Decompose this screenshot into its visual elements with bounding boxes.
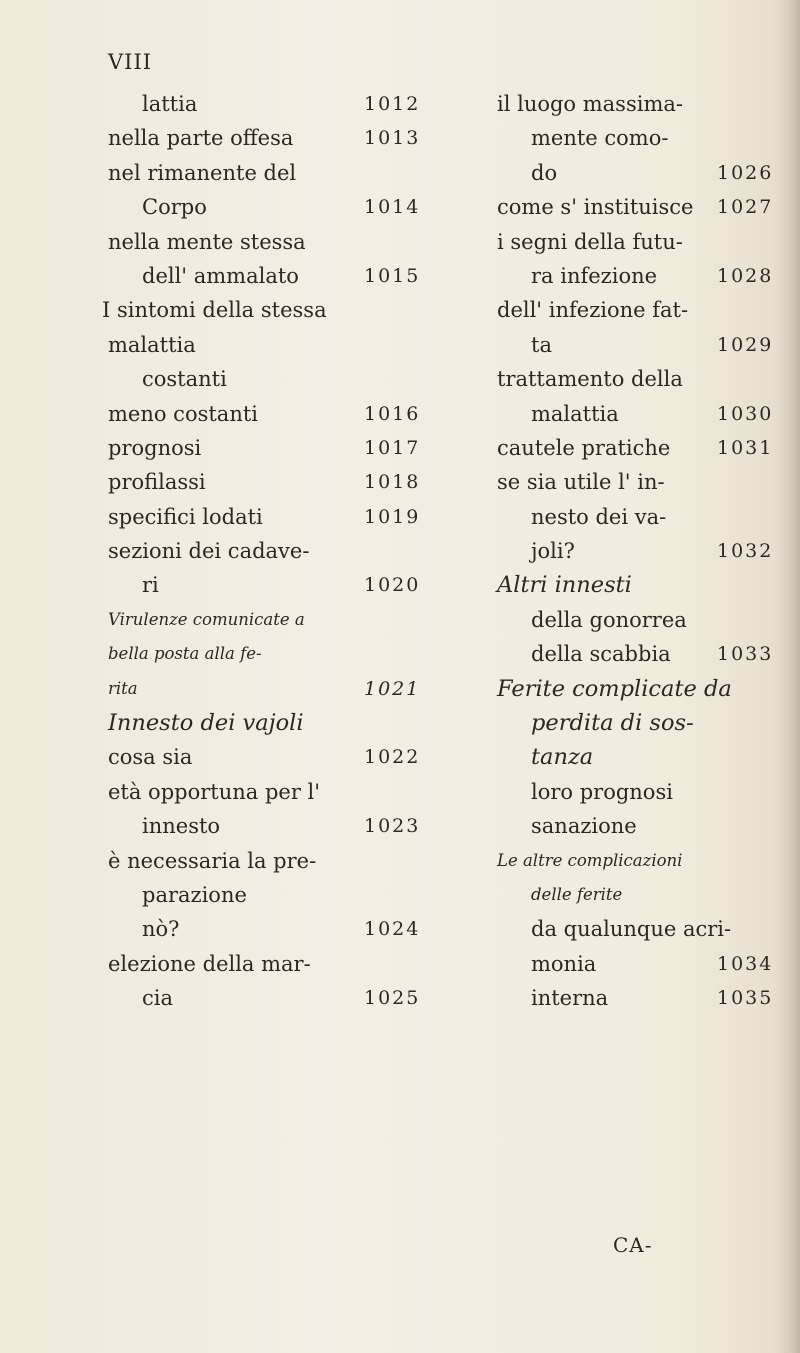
entry-page-ref: 1017	[364, 436, 421, 459]
entry-text: I sintomi della stessa	[102, 298, 327, 323]
entry-page-ref: 1028	[717, 264, 774, 287]
entry-page-ref: 1027	[717, 196, 774, 219]
entry-page-ref: 1035	[717, 987, 774, 1010]
entry-text: meno costanti	[108, 401, 259, 426]
entry-text: delle ferite	[531, 884, 623, 904]
index-entry	[497, 121, 797, 155]
index-entry	[108, 225, 468, 259]
entry-page-ref: 1029	[717, 333, 774, 356]
entry-text: età opportuna per l'	[108, 779, 321, 804]
entry-text: trattamento della	[497, 367, 683, 392]
index-entry	[108, 568, 468, 602]
index-column-left	[102, 87, 468, 1016]
entry-text: della gonorrea	[531, 607, 687, 632]
entry-text: da qualunque acri-	[531, 917, 732, 942]
entry-page-ref: 1018	[364, 471, 421, 494]
entry-page-ref: 1012	[364, 93, 421, 115]
entry-page-ref: 1014	[364, 196, 421, 219]
entry-text: della scabbia	[531, 642, 671, 667]
entry-page-ref: 1023	[364, 815, 421, 838]
entry-text: Altri innesti	[497, 572, 632, 599]
index-entry	[497, 259, 797, 293]
index-entry	[108, 328, 468, 362]
index-entry	[497, 672, 797, 706]
index-entry	[497, 225, 797, 259]
entry-text: sanazione	[531, 814, 637, 839]
index-entry	[108, 672, 468, 706]
entry-page-ref: 1031	[717, 436, 774, 459]
index-entry	[108, 947, 468, 981]
index-entry	[108, 775, 468, 809]
index-entry	[497, 844, 797, 878]
entry-text: Le altre complicazioni	[497, 850, 683, 870]
entry-text: il luogo massima-	[497, 92, 683, 116]
entry-text: profilassi	[108, 470, 206, 495]
entry-text: nella parte offesa	[108, 126, 294, 151]
entry-text: costanti	[142, 367, 227, 392]
entry-page-ref: 1026	[717, 161, 774, 184]
index-entry	[497, 637, 797, 671]
entry-page-ref: 1032	[717, 540, 774, 563]
index-entry	[497, 293, 797, 327]
entry-text: cia	[142, 986, 173, 1011]
entry-text: nesto dei va-	[531, 504, 667, 529]
entry-text: lattia	[142, 92, 198, 116]
entry-text: loro prognosi	[531, 779, 673, 804]
entry-text: malattia	[108, 332, 196, 357]
index-entry	[108, 878, 468, 912]
index-entry	[497, 740, 797, 774]
entry-text: joli?	[531, 539, 575, 564]
index-entry	[497, 534, 797, 568]
index-entry	[497, 465, 797, 499]
entry-text: mente como-	[531, 126, 669, 151]
index-entry	[108, 190, 468, 224]
entry-text: sezioni dei cadave-	[108, 539, 310, 564]
index-entry	[497, 431, 797, 465]
entry-text: dell' infezione fat-	[497, 298, 689, 323]
entry-text: monia	[531, 951, 597, 976]
entry-text: nò?	[142, 917, 180, 942]
entry-page-ref: 1034	[717, 952, 774, 975]
entry-text: innesto	[142, 814, 221, 839]
index-entry	[497, 878, 797, 912]
index-column-right	[497, 87, 797, 1016]
entry-page-ref: 1021	[364, 677, 421, 700]
entry-text: cosa sia	[108, 745, 193, 770]
index-entry	[497, 568, 797, 602]
entry-page-ref: 1016	[364, 402, 421, 425]
entry-text: è necessaria la pre-	[108, 848, 317, 873]
index-entry	[108, 603, 468, 637]
entry-text: cautele pratiche	[497, 435, 671, 460]
catchword: CA-	[613, 1233, 653, 1257]
index-entry	[497, 809, 797, 843]
entry-text: elezione della mar-	[108, 951, 311, 976]
index-entry	[108, 397, 468, 431]
entry-text: nella mente stessa	[108, 229, 306, 254]
entry-page-ref: 1025	[364, 987, 421, 1010]
index-entry	[108, 981, 468, 1015]
entry-text: se sia utile l' in-	[497, 470, 665, 495]
index-entry	[497, 947, 797, 981]
entry-text: ri	[142, 573, 159, 598]
entry-page-ref: 1030	[717, 402, 774, 425]
entry-text: dell' ammalato	[142, 263, 299, 288]
index-entry	[108, 259, 468, 293]
index-entry	[108, 465, 468, 499]
index-entry	[102, 293, 468, 327]
entry-text: tanza	[531, 744, 594, 771]
index-entry	[497, 706, 797, 740]
entry-text: specifici lodati	[108, 504, 263, 529]
entry-text: parazione	[142, 882, 247, 907]
entry-text: Corpo	[142, 195, 207, 220]
index-entry	[497, 190, 797, 224]
index-entry	[497, 912, 797, 946]
index-entry	[108, 87, 468, 121]
index-entry	[497, 603, 797, 637]
index-entry	[108, 844, 468, 878]
index-entry	[108, 500, 468, 534]
entry-page-ref: 1019	[364, 505, 421, 528]
index-entry	[108, 637, 468, 671]
entry-page-ref: 1024	[364, 918, 421, 941]
entry-page-ref: 1013	[364, 127, 421, 150]
index-entry	[108, 121, 468, 155]
entry-text: malattia	[531, 401, 619, 426]
index-entry	[108, 156, 468, 190]
entry-text: interna	[531, 986, 609, 1011]
index-entry	[108, 809, 468, 843]
index-entry	[108, 740, 468, 774]
entry-text: ta	[531, 332, 552, 357]
index-entry	[108, 431, 468, 465]
entry-text: ra infezione	[531, 263, 658, 288]
index-entry	[497, 87, 797, 121]
entry-text: Innesto dei vajoli	[108, 710, 304, 737]
entry-text: come s' instituisce	[497, 195, 694, 220]
index-entry	[497, 328, 797, 362]
entry-text: perdita di sos-	[531, 710, 694, 737]
index-entry	[497, 362, 797, 396]
page-number: VIII	[108, 50, 153, 74]
index-entry	[108, 534, 468, 568]
entry-page-ref: 1015	[364, 264, 421, 287]
entry-text: bella posta alla fe-	[108, 644, 262, 664]
index-entry	[108, 362, 468, 396]
index-entry	[108, 706, 468, 740]
entry-text: prognosi	[108, 435, 202, 460]
entry-text: rita	[108, 678, 138, 698]
index-entry	[497, 775, 797, 809]
index-entry	[497, 981, 797, 1015]
entry-text: do	[531, 160, 558, 185]
entry-page-ref: 1020	[364, 574, 421, 597]
entry-page-ref: 1033	[717, 643, 774, 666]
entry-text: i segni della futu-	[497, 229, 683, 254]
index-entry	[497, 500, 797, 534]
index-entry	[497, 397, 797, 431]
index-entry	[108, 912, 468, 946]
entry-text: Virulenze comunicate a	[108, 609, 305, 629]
index-entry	[497, 156, 797, 190]
entry-text: nel rimanente del	[108, 160, 297, 185]
entry-page-ref: 1022	[364, 746, 421, 769]
entry-text: Ferite complicate da	[497, 675, 732, 702]
